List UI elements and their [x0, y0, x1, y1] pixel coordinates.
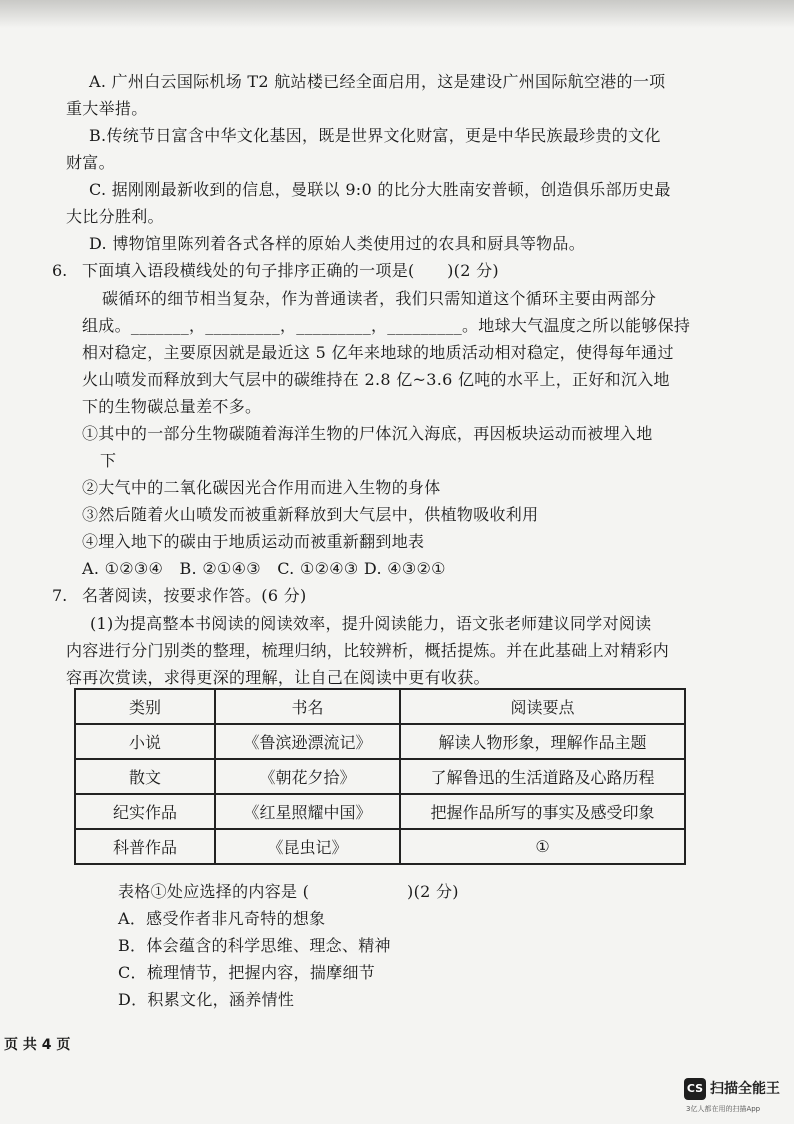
table-cell: 了解鲁迅的生活道路及心路历程 — [400, 759, 685, 794]
q7-option-b: B．体会蕴含的科学思维、理念、精神 — [118, 936, 391, 955]
q5-option-d: D. 博物馆里陈列着各式各样的原始人类使用过的农具和厨具等物品。 — [89, 234, 586, 253]
table-row — [75, 759, 685, 794]
q5-option-c-line1: C. 据刚刚最新收到的信息，曼联以 9:0 的比分大胜南安普顿，创造俱乐部历史最 — [89, 180, 671, 199]
q6-sentence-2: ②大气中的二氧化碳因光合作用而进入生物的身体 — [82, 478, 441, 497]
table-row — [75, 829, 685, 864]
table-cell: 散文 — [75, 759, 215, 794]
q5-option-b-line1: B.传统节日富含中华文化基因，既是世界文化财富，更是中华民族最珍贵的文化 — [89, 126, 661, 145]
table-header-title: 书名 — [215, 689, 400, 724]
q7-paragraph-line3: 容再次赏读，求得更深的理解，让自己在阅读中更有收获。 — [66, 668, 490, 687]
q5-option-b-line2: 财富。 — [66, 153, 115, 172]
camscanner-tagline: 3亿人都在用的扫描App — [686, 1105, 761, 1113]
camscanner-logo-icon: CS — [684, 1078, 706, 1100]
q7-stem: 名著阅读，按要求作答。(6 分) — [82, 586, 307, 605]
q5-option-a-line1: A. 广州白云国际机场 T2 航站楼已经全面启用，这是建设广州国际航空港的一项 — [89, 72, 666, 91]
table-cell: 《红星照耀中国》 — [215, 794, 400, 829]
q7-option-a: A．感受作者非凡奇特的想象 — [118, 909, 326, 928]
table-cell: 纪实作品 — [75, 794, 215, 829]
q7-option-d: D．积累文化，涵养情性 — [118, 990, 295, 1009]
q6-passage-line1: 碳循环的细节相当复杂，作为普通读者，我们只需知道这个循环主要由两部分 — [102, 289, 657, 308]
page-footer: 页 共 4 页 — [4, 1037, 71, 1053]
q6-passage-line2: 组成。_______，_________，_________，_________。地球大气温度之所以能够保持 — [82, 316, 691, 335]
table-row — [75, 724, 685, 759]
table-cell: 科普作品 — [75, 829, 215, 864]
q6-sentence-1-line1: ①其中的一部分生物碳随着海洋生物的尸体沉入海底，再因板块运动而被埋入地 — [82, 424, 653, 443]
q6-passage-line3: 相对稳定，主要原因就是最近这 5 亿年来地球的地质活动相对稳定，使得每年通过 — [82, 343, 674, 362]
q7-paragraph-line2: 内容进行分门别类的整理，梳理归纳，比较辨析，概括提炼。并在此基础上对精彩内 — [66, 641, 670, 660]
q6-sentence-1-line2: 下 — [100, 451, 117, 470]
q6-passage-line4: 火山喷发而释放到大气层中的碳维持在 2.8 亿~3.6 亿吨的水平上，正好和沉入地 — [82, 370, 670, 389]
table-cell: 小说 — [75, 724, 215, 759]
table-cell: 把握作品所写的事实及感受印象 — [400, 794, 685, 829]
q7-option-c: C．梳理情节，把握内容，揣摩细节 — [118, 963, 376, 982]
q7-sub-question: 表格①处应选择的内容是 ( )(2 分) — [118, 882, 459, 901]
q6-answer-options: A. ①②③④ B. ②①④③ C. ①②④③ D. ④③②① — [82, 559, 446, 578]
q6-sentence-3: ③然后随着火山喷发而被重新释放到大气层中，供植物吸收利用 — [82, 505, 539, 524]
table-header-row — [75, 689, 685, 724]
q7-number: 7. — [52, 586, 68, 605]
table-cell: 《昆虫记》 — [215, 829, 400, 864]
q6-stem: 下面填入语段横线处的句子排序正确的一项是( )(2 分) — [82, 261, 499, 280]
camscanner-brand: 扫描全能王 — [710, 1081, 780, 1097]
table-cell: 《朝花夕拾》 — [215, 759, 400, 794]
reading-table — [74, 688, 686, 865]
table-header-key-points: 阅读要点 — [400, 689, 685, 724]
q7-paragraph-line1: (1)为提高整本书阅读的阅读效率，提升阅读能力，语文张老师建议同学对阅读 — [90, 614, 652, 633]
q5-option-c-line2: 大比分胜利。 — [66, 207, 164, 226]
q6-number: 6. — [52, 261, 68, 280]
table-header-category: 类别 — [75, 689, 215, 724]
q6-passage-line5: 下的生物碳总量差不多。 — [82, 397, 262, 416]
q6-sentence-4: ④埋入地下的碳由于地质运动而被重新翻到地表 — [82, 532, 425, 551]
scan-shadow — [0, 0, 794, 28]
table-cell: 《鲁滨逊漂流记》 — [215, 724, 400, 759]
q5-option-a-line2: 重大举措。 — [66, 99, 148, 118]
table-cell: 解读人物形象，理解作品主题 — [400, 724, 685, 759]
table-row — [75, 794, 685, 829]
table-cell: ① — [400, 829, 685, 864]
